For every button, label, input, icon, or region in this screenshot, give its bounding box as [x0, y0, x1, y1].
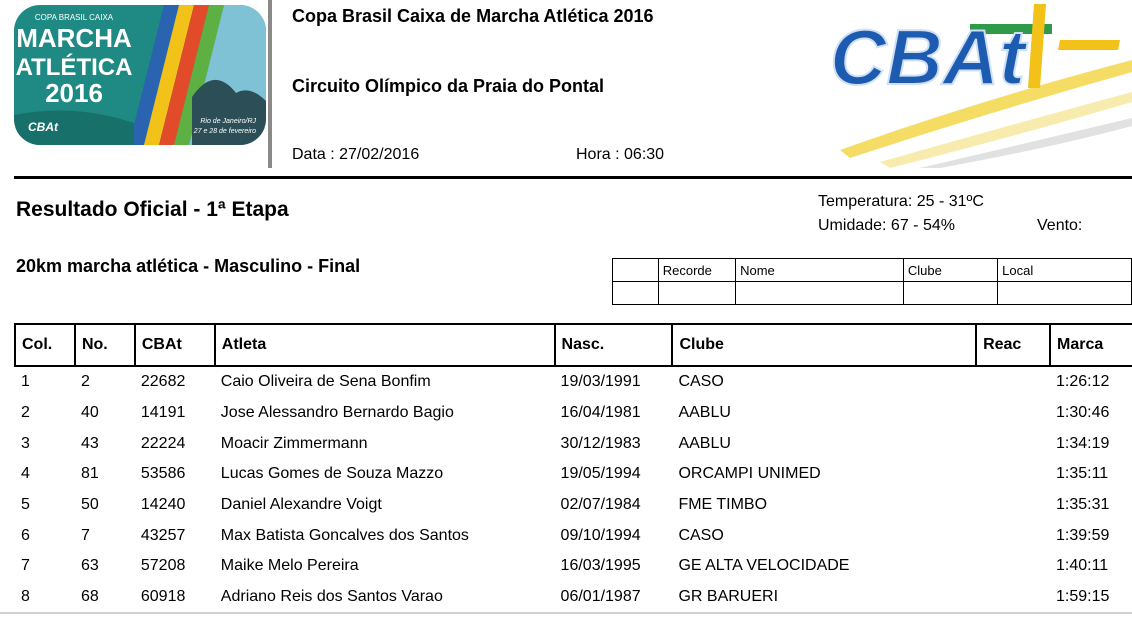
cell-mark: 1:39:59	[1056, 526, 1110, 544]
cell-cbat: 60918	[140, 588, 186, 606]
result-row	[15, 398, 1132, 429]
cell-club: GE ALTA VELOCIDADE	[678, 557, 850, 575]
event-category: 20km marcha atlética - Masculino - Final	[16, 256, 361, 276]
record-header-clube: Clube	[903, 259, 997, 282]
cell-number: 40	[80, 404, 99, 422]
event-date: Data : 27/02/2016	[292, 146, 420, 163]
event-venue: Circuito Olímpico da Praia do Pontal	[292, 76, 605, 96]
cell-athlete: Lucas Gomes de Souza Mazzo	[220, 465, 444, 483]
cell-athlete: Max Batista Goncalves dos Santos	[220, 526, 469, 544]
cell-athlete: Caio Oliveira de Sena Bonfim	[220, 373, 431, 391]
cell-mark: 1:59:15	[1056, 588, 1110, 606]
cell-athlete: Adriano Reis dos Santos Varao	[220, 588, 443, 606]
header-col: Col.	[15, 324, 75, 366]
record-header-local: Local	[998, 259, 1132, 282]
event-logo	[14, 5, 266, 145]
result-row	[15, 366, 1132, 398]
cell-position: 6	[21, 526, 30, 544]
cell-cbat: 14191	[140, 404, 186, 422]
page-bottom-edge	[0, 612, 1132, 614]
cell-club: CASO	[678, 526, 724, 544]
header-atleta: Atleta	[215, 324, 555, 366]
record-cell	[736, 282, 904, 305]
cell-number: 7	[80, 526, 90, 544]
record-cell	[613, 282, 659, 305]
cell-reaction	[976, 490, 1050, 521]
header-no: No.	[75, 324, 135, 366]
record-header-row	[613, 259, 1132, 282]
event-time: Hora : 06:30	[576, 146, 665, 163]
results-title: Resultado Oficial - 1ª Etapa	[16, 198, 289, 221]
cell-club: CASO	[678, 373, 724, 391]
cell-reaction	[976, 582, 1050, 613]
logo-line1: MARCHA	[16, 23, 132, 53]
cbat-logo	[820, 0, 1132, 168]
cell-reaction	[976, 459, 1050, 490]
cell-club: AABLU	[678, 434, 731, 452]
cell-position: 7	[21, 557, 30, 575]
result-row	[15, 520, 1132, 551]
cell-mark: 1:35:31	[1056, 496, 1110, 514]
record-header-blank	[613, 259, 659, 282]
record-table	[612, 258, 1132, 305]
cell-mark: 1:26:12	[1056, 373, 1110, 391]
cell-mark: 1:35:11	[1056, 465, 1109, 483]
cell-position: 5	[21, 496, 30, 514]
header-clube: Clube	[672, 324, 976, 366]
result-row	[15, 582, 1132, 613]
cell-number: 68	[80, 588, 99, 606]
cell-cbat: 22224	[140, 434, 186, 452]
humidity: Umidade: 67 - 54%	[818, 217, 955, 234]
cell-number: 50	[80, 496, 99, 514]
result-row	[15, 551, 1132, 582]
logo-dates: 27 e 28 de fevereiro	[193, 128, 256, 135]
cell-club: ORCAMPI UNIMED	[678, 465, 821, 483]
logo-place: Rio de Janeiro/RJ	[200, 118, 256, 125]
cell-birth: 16/04/1981	[560, 404, 641, 422]
cell-birth: 02/07/1984	[560, 496, 641, 514]
cell-mark: 1:30:46	[1056, 404, 1110, 422]
cell-birth: 30/12/1983	[560, 434, 641, 452]
temperature: Temperatura: 25 - 31ºC	[818, 193, 984, 210]
cell-number: 81	[80, 465, 99, 483]
cell-club: GR BARUERI	[678, 588, 779, 606]
header-separator	[268, 0, 272, 168]
cell-position: 2	[21, 404, 30, 422]
cell-position: 1	[21, 373, 30, 391]
cell-number: 2	[80, 373, 90, 391]
header-reac: Reac	[976, 324, 1050, 366]
cell-athlete: Daniel Alexandre Voigt	[220, 496, 382, 514]
header-marca: Marca	[1050, 324, 1132, 366]
cell-cbat: 43257	[140, 526, 186, 544]
cell-birth: 19/03/1991	[560, 373, 641, 391]
cell-cbat: 53586	[140, 465, 186, 483]
cell-reaction	[976, 398, 1050, 429]
logo-line2: ATLÉTICA	[15, 54, 133, 81]
logo-top-text: COPA BRASIL CAIXA	[34, 13, 114, 22]
cell-reaction	[976, 428, 1050, 459]
record-cell	[998, 282, 1132, 305]
cell-position: 3	[21, 434, 30, 452]
result-row	[15, 428, 1132, 459]
record-cell	[903, 282, 997, 305]
cell-cbat: 57208	[140, 557, 186, 575]
cell-birth: 16/03/1995	[560, 557, 641, 575]
logo-brand: CBAt	[28, 120, 58, 134]
header-nasc: Nasc.	[555, 324, 673, 366]
cell-number: 63	[80, 557, 99, 575]
cell-cbat: 14240	[140, 496, 186, 514]
result-row	[15, 490, 1132, 521]
cell-cbat: 22682	[140, 373, 186, 391]
event-title: Copa Brasil Caixa de Marcha Atlética 2016	[292, 6, 654, 26]
cell-position: 4	[21, 465, 30, 483]
cbat-logo-text: CBAt	[830, 13, 1025, 101]
record-header-recorde: Recorde	[658, 259, 735, 282]
header-cbat: CBAt	[135, 324, 215, 366]
record-value-row	[613, 282, 1132, 305]
wind: Vento:	[1037, 217, 1083, 234]
record-header-nome: Nome	[736, 259, 904, 282]
logo-line3: 2016	[45, 78, 103, 108]
cell-athlete: Jose Alessandro Bernardo Bagio	[220, 404, 454, 422]
cell-mark: 1:34:19	[1056, 434, 1110, 452]
cell-reaction	[976, 520, 1050, 551]
cell-reaction	[976, 366, 1050, 398]
results-header-row	[15, 324, 1132, 366]
header-divider	[14, 176, 1132, 179]
cell-athlete: Moacir Zimmermann	[220, 434, 368, 452]
cell-birth: 09/10/1994	[560, 526, 641, 544]
results-table	[14, 323, 1132, 613]
cell-club: FME TIMBO	[678, 496, 768, 514]
cell-reaction	[976, 551, 1050, 582]
cell-birth: 06/01/1987	[560, 588, 641, 606]
cell-birth: 19/05/1994	[560, 465, 641, 483]
record-cell	[658, 282, 735, 305]
cell-mark: 1:40:11	[1056, 557, 1109, 575]
cell-club: AABLU	[678, 404, 731, 422]
cell-athlete: Maike Melo Pereira	[220, 557, 359, 575]
cell-number: 43	[80, 434, 99, 452]
result-row	[15, 459, 1132, 490]
cell-position: 8	[21, 588, 30, 606]
